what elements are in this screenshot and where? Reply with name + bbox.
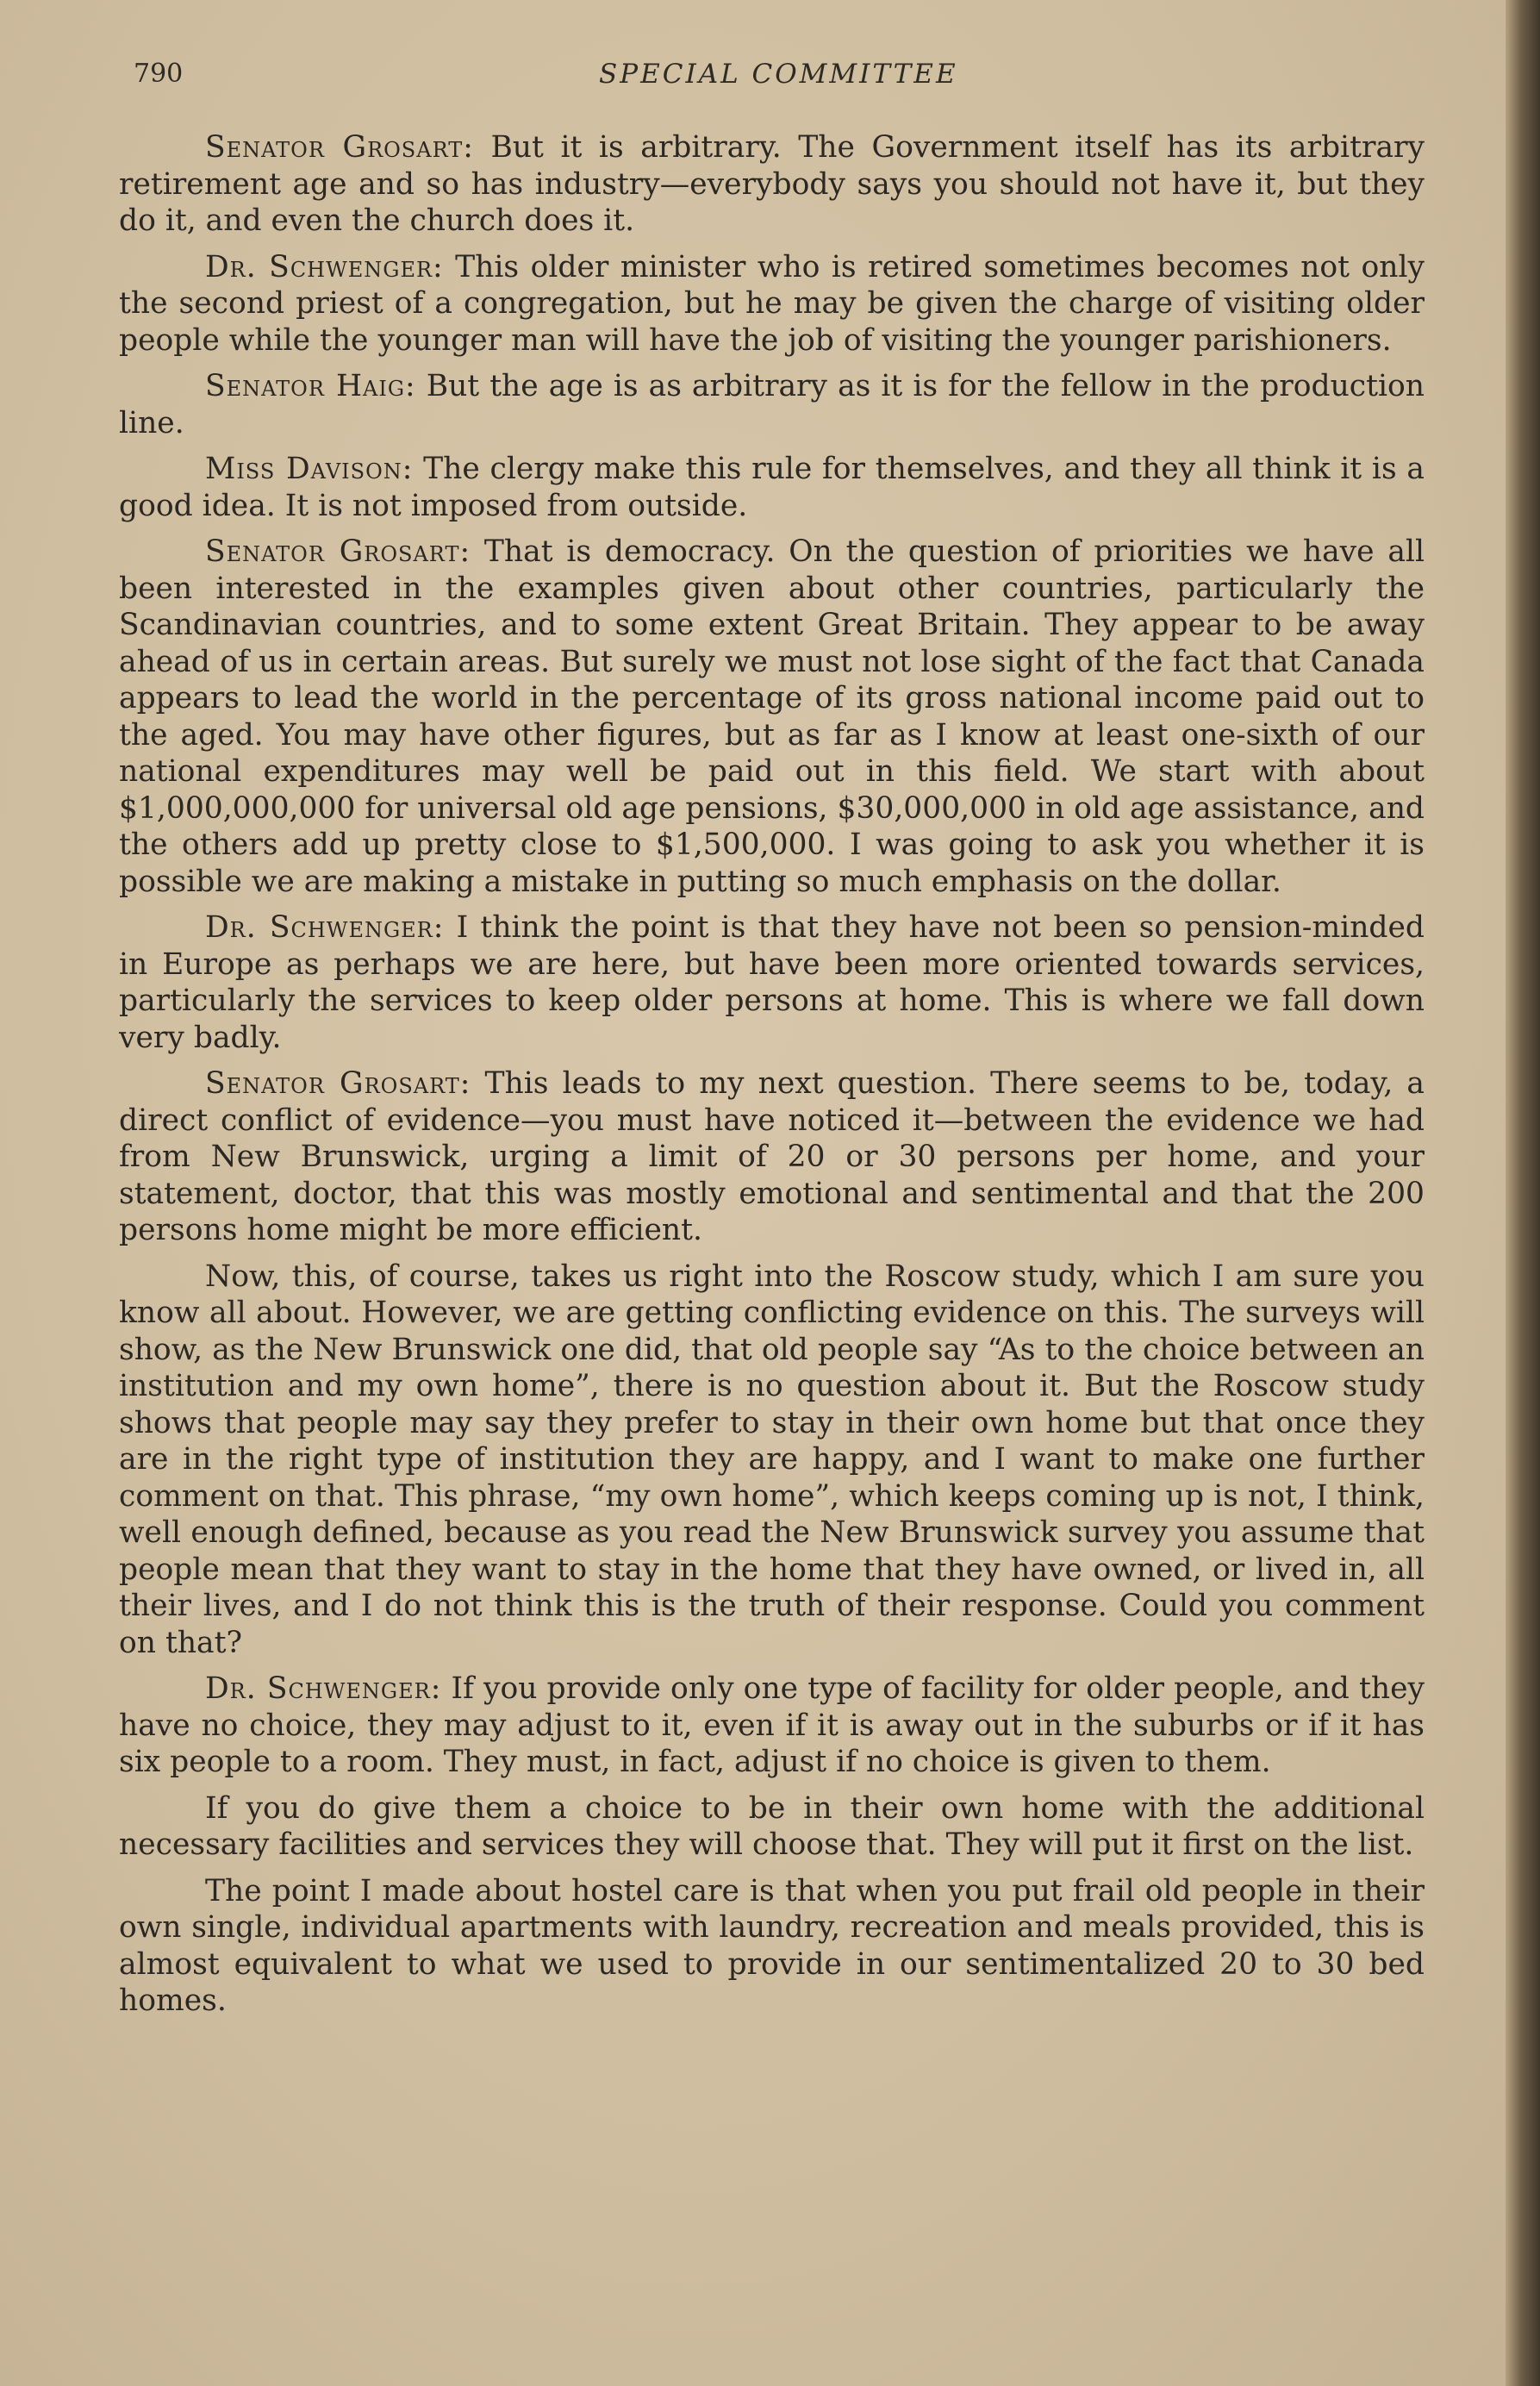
paragraph — [119, 534, 1425, 900]
speaker-name: Senator Grosart: — [205, 1066, 471, 1101]
body-text — [119, 129, 1425, 2029]
paragraph — [119, 249, 1425, 359]
paragraph — [119, 1671, 1425, 1781]
paragraph-text: But the age is as arbitrary as it is for the fellow in the production line. — [119, 369, 1425, 440]
paragraph — [119, 1790, 1425, 1864]
paragraph — [119, 1873, 1425, 2020]
paragraph — [119, 1259, 1425, 1662]
paragraph — [119, 129, 1425, 240]
book-spine-shadow — [1506, 0, 1540, 2386]
paragraph-text: This leads to my next question. There seems to be, today, a direct conflict of evidence—you must have noticed it—between the evidence we had from New Brunswick, urging a limit of 20 or 30 persons per home, and your statement, doctor, that this was mostly emotional and sentimental and that the 200 persons home might be more efficient. — [119, 1066, 1425, 1247]
paragraph-text: This older minister who is retired sometimes becomes not only the second priest of a congregation, but he may be given the charge of visiting older people while the younger man will have the job of visiting the younger parishioners. — [119, 249, 1425, 358]
speaker-name: Dr. Schwenger: — [205, 1671, 442, 1706]
speaker-name: Senator Grosart: — [205, 130, 474, 165]
speaker-name: Dr. Schwenger: — [205, 910, 445, 945]
paragraph — [119, 368, 1425, 441]
speaker-name: Senator Grosart: — [205, 534, 471, 569]
paragraph-text: The clergy make this rule for themselves, and they all think it is a good idea. It is not imposed from outside. — [119, 452, 1425, 523]
speaker-name: Senator Haig: — [205, 369, 416, 403]
paragraph-text: But it is arbitrary. The Government itself has its arbitrary retirement age and so has industry—everybody says you should not have it, but they do it, and even the church does it. — [119, 130, 1425, 238]
speaker-name: Dr. Schwenger: — [205, 249, 444, 284]
paragraph-text: If you do give them a choice to be in their own home with the additional necessary facilities and services they will choose that. They will put it first on the list. — [119, 1790, 1425, 1862]
running-head: SPECIAL COMMITTEE — [599, 59, 958, 90]
paragraph-text: The point I made about hostel care is that when you put frail old people in their own single, individual apartments with laundry, recreation and meals provided, this is almost equivalent to what we used to provide in our sentimentalized 20 to 30 bed homes. — [119, 1873, 1425, 2018]
paragraph — [119, 1065, 1425, 1249]
paragraph-text: That is democracy. On the question of priorities we have all been interested in the examples given about other countries, particularly the Scandinavian countries, and to some extent Great Britain. They appear to be away ahead of us in certain areas. But surely we must not lose sight of the fact that Canada appears to lead the world in the percentage of its gross national income paid out to the aged. You may have other figures, but as far as I know at least one-sixth of our national expenditures may well be paid out in this field. We start with about $1,000,000,000 for universal old age pensions, $30,000,000 in old age assistance, and the others add up pretty close to $1,500,000. I was going to ask you whether it is possible we are making a mistake in putting so much emphasis on the dollar. — [119, 534, 1425, 899]
paragraph — [119, 451, 1425, 524]
paragraph-text: Now, this, of course, takes us right into the Roscow study, which I am sure you know all about. However, we are getting conflicting evidence on this. The surveys will show, as the New Brunswick one did, that old people say “As to the choice between an institution and my own home”, there is no question about it. But the Roscow study shows that people may say they prefer to stay in their own home but that once they are in the right type of institution they are happy, and I want to make one further comment on that. This phrase, “my own home”, which keeps coming up is not, I think, well enough defined, because as you read the New Brunswick survey you assume that people mean that they want to stay in the home that they have owned, or lived in, all their lives, and I do not think this is the truth of their response. Could you comment on that? — [119, 1259, 1425, 1660]
page-number: 790 — [134, 59, 184, 89]
speaker-name: Miss Davison: — [205, 452, 414, 486]
paragraph-text: I think the point is that they have not been so pension-minded in Europe as perhaps we are here, but have been more oriented towards services, particularly the services to keep older persons at home. This is where we fall down very badly. — [119, 910, 1425, 1055]
paragraph-text: If you provide only one type of facility for older people, and they have no choice, they may adjust to it, even if it is away out in the suburbs or if it has six people to a room. They must, in fact, adjust if no choice is given to them. — [119, 1671, 1425, 1779]
page-header — [134, 59, 1426, 102]
paragraph — [119, 909, 1425, 1056]
